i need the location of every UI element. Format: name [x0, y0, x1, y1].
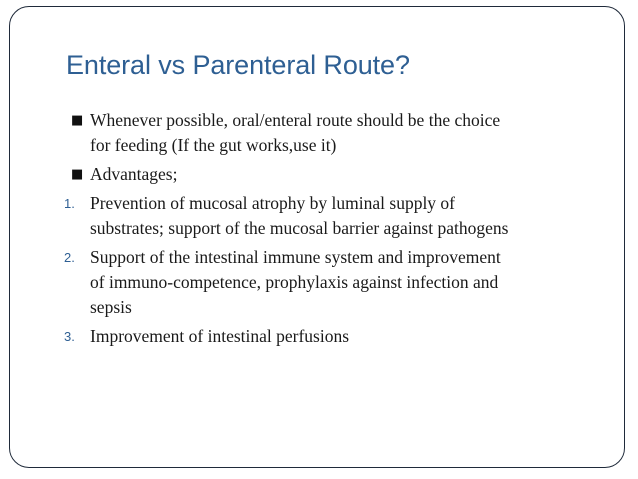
bullet-item — [0, 162, 638, 187]
square-bullet-icon: ■ — [71, 113, 84, 128]
numbered-item — [0, 324, 638, 349]
numbered-item — [0, 245, 638, 320]
slide-body — [0, 108, 638, 353]
item-number: 3. — [64, 329, 75, 344]
numbered-text-line: substrates; support of the mucosal barrier against pathogens — [90, 218, 509, 238]
item-number: 1. — [64, 196, 75, 211]
bullet-text-line: Whenever possible, oral/enteral route should be the choice — [90, 110, 501, 130]
numbered-text-line: sepsis — [90, 297, 132, 317]
slide-title: Enteral vs Parenteral Route? — [66, 50, 410, 80]
numbered-text-line: Improvement of intestinal perfusions — [90, 326, 350, 346]
bullet-text-line: Advantages; — [90, 164, 178, 184]
square-bullet-icon: ■ — [71, 167, 84, 182]
item-number: 2. — [64, 250, 75, 265]
bullet-text-line: for feeding (If the gut works,use it) — [90, 135, 337, 155]
bullet-item — [0, 108, 638, 158]
numbered-text-line: Support of the intestinal immune system and improvement — [90, 247, 501, 267]
numbered-item — [0, 191, 638, 241]
numbered-text-line: of immuno-competence, prophylaxis against infection and — [90, 272, 499, 292]
numbered-text-line: Prevention of mucosal atrophy by luminal supply of — [90, 193, 456, 213]
